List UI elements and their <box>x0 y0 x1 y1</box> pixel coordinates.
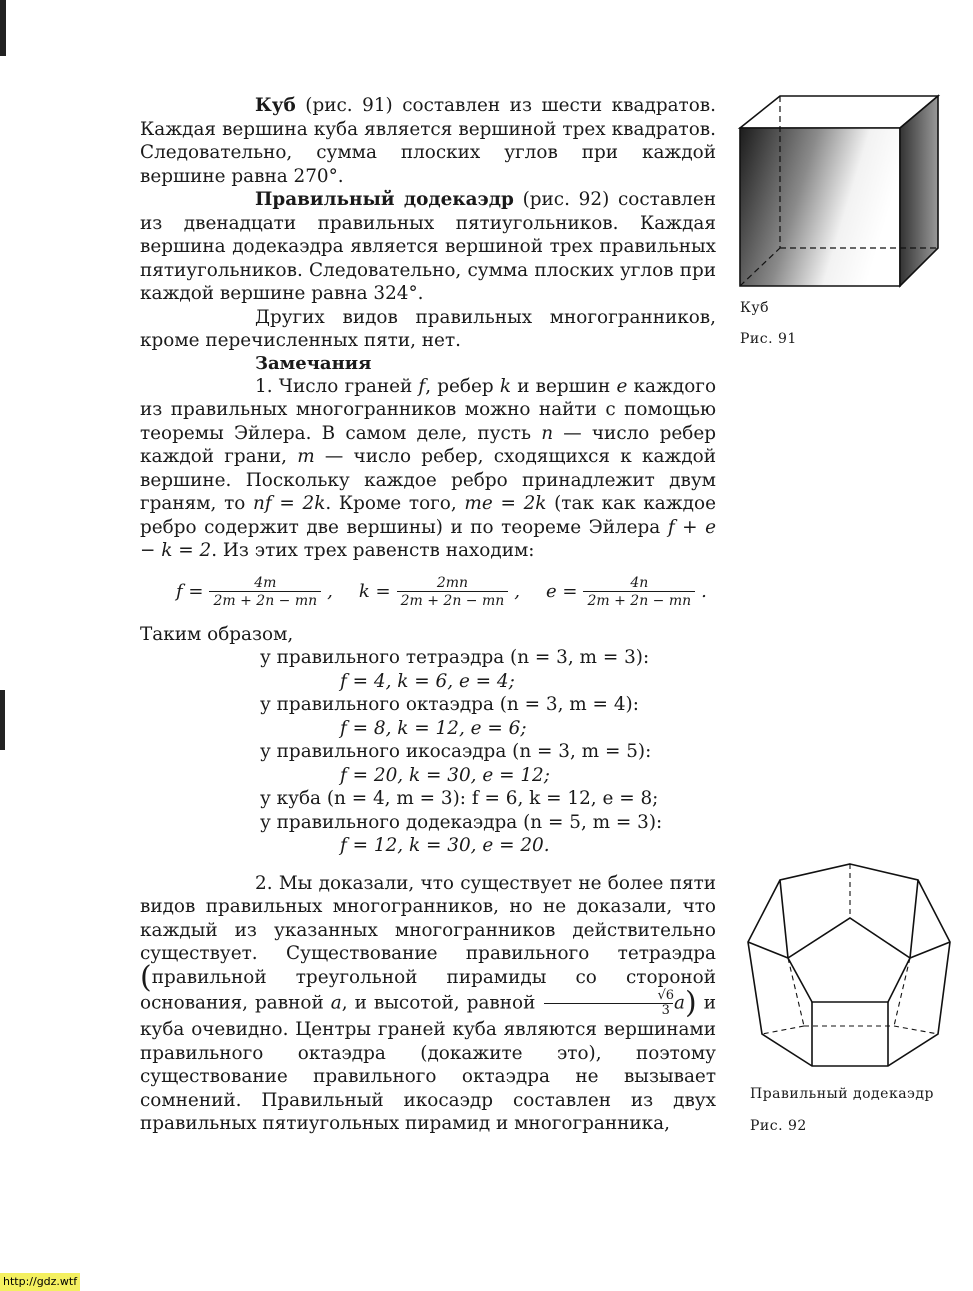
r1-var: n <box>541 422 554 444</box>
fraction <box>397 575 509 609</box>
r1-formula: me = 2k <box>464 493 547 514</box>
dodecahedron-figure <box>740 858 960 1078</box>
result-icosahedron: у правильного икосаэдра (n = 3, m = 5): <box>260 741 652 762</box>
result-dodecahedron: у правильного додекаэдра (n = 5, m = 3): <box>260 811 663 833</box>
result-values: f = 8, k = 12, e = 6; <box>340 717 527 739</box>
dodeca-edge <box>780 880 788 958</box>
r1-var: m <box>297 446 315 467</box>
euler-formulas <box>140 575 716 609</box>
result-values: f = 4, k = 6, e = 4; <box>340 670 515 692</box>
r2-bracket: ( <box>140 959 152 995</box>
cube-front-face <box>740 128 900 286</box>
r1-formula: f + e − k = 2 <box>140 516 716 561</box>
fig91-label: Рис. 91 <box>740 331 797 347</box>
formula-lhs: e = <box>546 580 578 602</box>
main-text <box>140 94 716 1136</box>
formula-lhs: f = <box>176 580 204 602</box>
result-values: f = 12, k = 30, e = 20. <box>340 835 550 856</box>
paragraph-other: Других видов правильных многогранников, кроме перечисленных пяти, нет. <box>140 306 716 351</box>
fraction-denominator: 2m + 2n − mn <box>583 591 695 609</box>
r2-var: a <box>674 992 685 1014</box>
r2-text: правильной треугольной пирамиды со стороной основания, равной <box>140 966 716 1014</box>
cube-side-face <box>900 96 938 286</box>
fraction <box>209 575 321 609</box>
r1-var: e <box>616 375 628 397</box>
fraction <box>583 575 695 609</box>
r1-text: (так как каждое ребро содержит две вершины) и по теореме Эйлера <box>140 493 716 538</box>
r2-bracket: ) <box>684 985 697 1021</box>
remark-2 <box>140 872 716 1136</box>
formula-k <box>359 575 520 609</box>
dodeca-hidden-edge <box>762 1026 804 1034</box>
r1-formula: nf = 2k <box>253 493 326 514</box>
dodeca-outline <box>748 864 950 1066</box>
sqrt-fraction <box>542 989 674 1018</box>
r2-var: a <box>330 992 342 1014</box>
formula-sep: , <box>514 580 520 602</box>
r1-text: каждого из правильных многогранников можно найти с помощью теоремы Эйлера. В самом деле, пусть <box>140 375 717 444</box>
paragraph-dodecahedron <box>140 188 716 306</box>
formula-lhs: k = <box>358 580 391 602</box>
r1-text: и вершин <box>511 375 617 397</box>
term-cube: Куб <box>255 95 296 116</box>
r1-text: 1. Число граней <box>255 375 419 397</box>
dodeca-hidden-edge <box>894 958 910 1026</box>
paragraph-dodecahedron-text: (рис. 92) составлен из двенадцати правильных пятиугольников. Каждая вершина додекаэдра является вершиной трех правильных пятиугольников. Следовательно, сумма плоских углов при каждой вершине равна 324°. <box>140 189 716 304</box>
r1-text: — число ребер, сходящихся к каждой вершине. Поскольку каждое ребро принадлежит двум граням, то <box>140 446 716 514</box>
dodeca-edge <box>910 880 918 958</box>
dodeca-edge <box>910 942 950 958</box>
r1-var: k <box>499 375 511 397</box>
result-values: f = 20, k = 30, e = 12; <box>340 764 550 786</box>
thus-line: Таким образом, <box>140 623 294 645</box>
scan-edge-mark <box>0 690 5 750</box>
fig91-name: Куб <box>740 300 770 316</box>
fig92-name: Правильный додекаэдр <box>750 1086 934 1102</box>
fraction-numerator: 4m <box>254 574 277 591</box>
r2-text: и куба очевидно. Центры граней куба являются вершинами правильного октаэдра (докажите это), поэтому существование правильного октаэдра не вызывает сомнений. Правильный икосаэдр составлен из двух правильных пятиугольных пирамид и многогранника, <box>140 992 716 1134</box>
result-octahedron: у правильного октаэдра (n = 3, m = 4): <box>260 694 639 715</box>
scan-edge-mark <box>0 0 6 56</box>
sqrt-numerator: √6 <box>657 988 674 1003</box>
watermark-link[interactable]: http://gdz.wtf <box>0 1273 80 1291</box>
r1-text: . Кроме того, <box>325 493 465 514</box>
fraction-numerator: 4n <box>630 574 649 591</box>
sqrt-denominator: 3 <box>544 1003 673 1018</box>
r1-text: , ребер <box>425 375 500 397</box>
formula-e <box>546 575 707 609</box>
formula-f <box>176 575 333 609</box>
r2-text: , и высотой, равной <box>341 992 543 1014</box>
result-tetrahedron: у правильного тетраэдра (n = 3, m = 3): <box>260 647 650 668</box>
r1-text: . Из этих трех равенств находим: <box>211 540 535 561</box>
results-list <box>140 646 716 858</box>
fraction-denominator: 2m + 2n − mn <box>209 591 321 609</box>
fraction-denominator: 2m + 2n − mn <box>397 591 509 609</box>
r2-text: 2. Мы доказали, что существует не более пяти видов правильных многогранников, но не доказали, что каждый из указанных многогранников действительно существует. Существование правильного тетраэдра <box>140 872 716 964</box>
formula-sep: . <box>701 580 707 602</box>
cube-figure <box>730 88 950 298</box>
dodeca-front-face <box>788 918 910 1002</box>
r1-var: f <box>418 375 426 397</box>
dodeca-hidden-edge <box>894 1026 938 1034</box>
formula-sep: , <box>327 580 333 602</box>
paragraph-cube-text: (рис. 91) составлен из шести квадратов. Каждая вершина куба является вершиной трех квадратов. Следовательно, сумма плоских углов при каждой вершине равна 270°. <box>140 95 716 187</box>
result-cube: у куба (n = 4, m = 3): f = 6, k = 12, e = 8; <box>260 788 659 809</box>
dodeca-edge <box>748 942 788 958</box>
paragraph-cube <box>140 94 716 188</box>
term-dodecahedron: Правильный додекаэдр <box>255 189 514 210</box>
r1-text: — число ребер каждой грани, <box>140 422 716 467</box>
remark-1 <box>140 375 716 563</box>
remarks-heading: Замечания <box>255 352 372 374</box>
dodeca-hidden-edge <box>788 958 804 1026</box>
fig92-label: Рис. 92 <box>750 1118 807 1134</box>
fraction-numerator: 2mn <box>436 574 469 591</box>
